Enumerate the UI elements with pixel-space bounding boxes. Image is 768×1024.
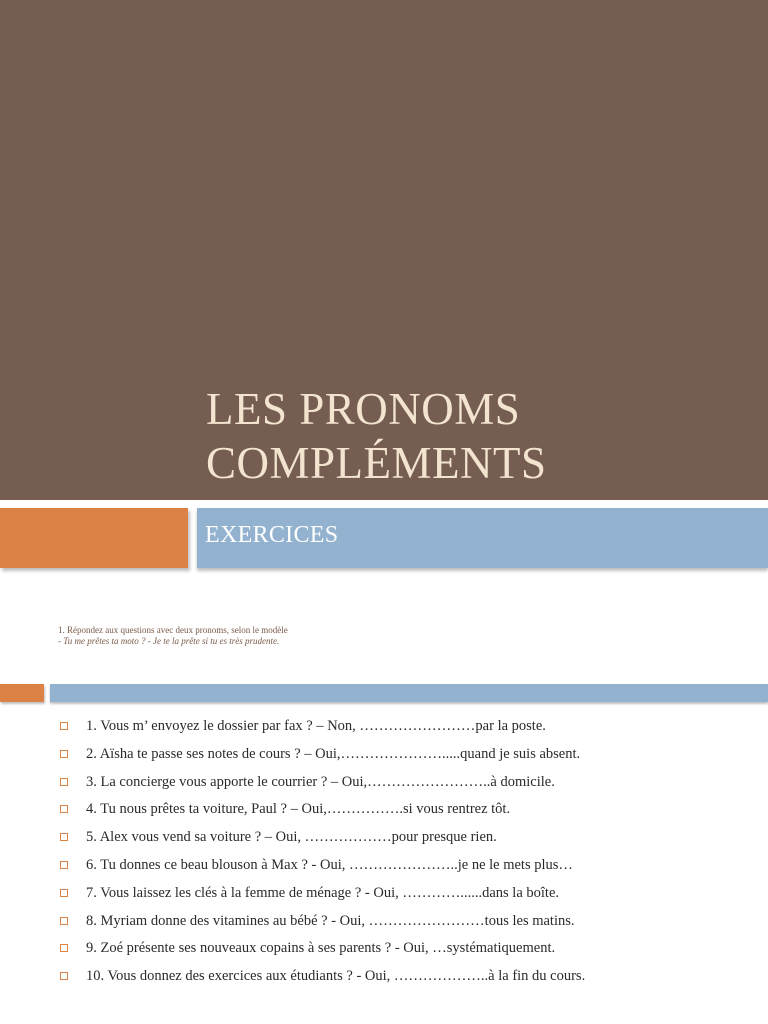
orange-accent-strip [0,684,44,702]
square-bullet-icon [60,917,68,925]
list-item [58,824,585,852]
square-bullet-icon [60,889,68,897]
square-bullet-icon [60,778,68,786]
list-item [58,963,585,991]
square-bullet-icon [60,805,68,813]
slide-title [206,382,746,490]
slide-subtitle: EXERCICES [205,522,339,548]
exercise-instructions [58,625,288,647]
exercise-text: 6. Tu donnes ce beau blouson à Max ? - Oui, …………………..je ne le mets plus… [86,856,573,873]
list-item [58,935,585,963]
square-bullet-icon [60,833,68,841]
exercise-text: 9. Zoé présente ses nouveaux copains à ses parents ? - Oui, …systématiquement. [86,940,556,957]
square-bullet-icon [60,944,68,952]
orange-accent-block [0,508,188,568]
square-bullet-icon [60,861,68,869]
exercise-text: 3. La concierge vous apporte le courrier ? – Oui,……………………..à domicile. [86,773,555,790]
exercise-text: 1. Vous m’ envoyez le dossier par fax ? – Non, ……………………par la poste. [86,718,546,734]
list-item [58,713,585,741]
square-bullet-icon [60,972,68,980]
title-line-2: COMPLÉMENTS [206,438,547,488]
exercise-text: 4. Tu nous prêtes ta voiture, Paul ? – Oui,…………….si vous rentrez tôt. [86,801,511,818]
square-bullet-icon [60,750,68,758]
list-item [58,852,585,880]
model-sentence: - Tu me prêtes ta moto ? - Je te la prête si tu es très prudente. [58,636,280,646]
exercise-text: 5. Alex vous vend sa voiture ? – Oui, ………………pour presque rien. [86,829,497,846]
list-item [58,880,585,908]
instruction-line: 1. Répondez aux questions avec deux pronoms, selon le modèle [58,625,288,635]
exercise-list [58,713,585,991]
exercise-text: 2. Aïsha te passe ses notes de cours ? – Oui,………………….....quand je suis absent. [86,745,581,762]
list-item [58,741,585,769]
list-item [58,769,585,797]
list-item [58,908,585,936]
square-bullet-icon [60,722,68,730]
list-item [58,796,585,824]
blue-accent-strip [50,684,768,702]
exercise-text: 8. Myriam donne des vitamines au bébé ? - Oui, ……………………tous les matins. [86,912,575,929]
subtitle-band [197,508,768,568]
exercise-text: 7. Vous laissez les clés à la femme de ménage ? - Oui, …………......dans la boîte. [86,884,560,901]
exercise-text: 10. Vous donnez des exercices aux étudiants ? - Oui, ………………..à la fin du cours. [86,968,586,985]
title-line-1: LES PRONOMS [206,384,521,434]
